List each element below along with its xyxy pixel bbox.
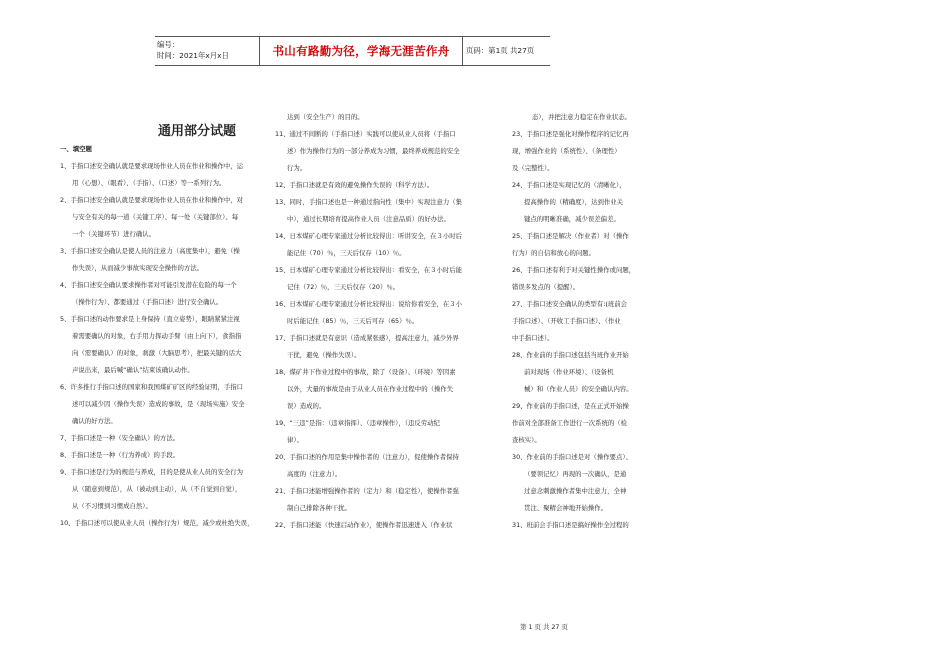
text-line: 3、手指口述安全确认是使人员的注意力（高度集中），避免（操 bbox=[60, 247, 240, 255]
text-line: 6、许多推行手指口述的国家和我国煤矿矿区的经验证明，手指口 bbox=[60, 383, 244, 391]
text-line: 提高操作的（精确度），达到作业关 bbox=[524, 198, 624, 206]
header-slogan: 书山有路勤为径，学海无涯苦作舟 bbox=[272, 44, 450, 58]
page-footer: 第 1 页 共 27 页 bbox=[520, 623, 568, 631]
text-line: 28、作业前的手指口述包括当班作业开始 bbox=[512, 351, 629, 359]
text-line: 记住（72）％，三天后仅存（20）％。 bbox=[287, 283, 400, 291]
text-line: 2、手指口述安全确认就是要求现场作业人员在作业和操作中，对 bbox=[60, 196, 244, 204]
text-line: 中），通过长期培育提高作业人员（注意品质）的好办法。 bbox=[287, 215, 450, 223]
document-title: 通用部分试题 bbox=[158, 124, 237, 139]
text-line: 述可以减少因（操作失误）造成的事故，是（现场实施）安全 bbox=[72, 400, 245, 408]
text-line: 查核实）。 bbox=[512, 436, 541, 444]
text-line: 13、同时，手指口述也是一种通过指向性（集中）实现注意力（集 bbox=[275, 198, 463, 206]
text-line: 贯注、聚精会神地开始操作。 bbox=[524, 504, 608, 512]
header-page-label: 页码：第1页 共27页 bbox=[466, 46, 535, 55]
section-heading: 一、填空题 bbox=[60, 145, 92, 153]
text-line: 用（心想）、（眼看）、（手指）、（口述）等一系列行为。 bbox=[72, 179, 226, 187]
text-line: 中手指口述）。 bbox=[512, 334, 554, 342]
text-line: 10、手指口述可以使从业人员（操作行为）规范，减少或杜绝失误， bbox=[60, 519, 254, 527]
text-line: 22、手指口述能（快速启动作业），使操作者迅速进入（作业状 bbox=[275, 521, 453, 529]
text-line: 4、手指口述安全确认要求操作者对可能引发潜在危险的每一个 bbox=[60, 281, 237, 289]
text-column-right bbox=[512, 109, 635, 534]
text-line: 向（需要确认）的对象，刹激（大脑思考），把最关键的话大 bbox=[72, 349, 242, 357]
text-line: 16、日本煤矿心理专家通过分析比较得出：说给你看安全，在３小 bbox=[275, 300, 463, 308]
number-label: 编号： bbox=[157, 40, 180, 49]
text-line: 8、手指口述是一种（行为养成）的手段。 bbox=[60, 451, 180, 459]
text-line: 30、作业前的手指口述是对（操作要点）、 bbox=[512, 453, 632, 461]
text-line: 手指口述）、（开收工手指口述）、（作业 bbox=[512, 317, 621, 325]
text-line: 声说出来，最后喊“确认”结束该确认动作。 bbox=[72, 366, 194, 374]
text-line: （要领记忆）再现的一次确认，是通 bbox=[524, 470, 627, 478]
time-label: 时间：2021年x月x日 bbox=[157, 51, 229, 60]
header-divider bbox=[462, 37, 463, 65]
text-line: 行为。 bbox=[287, 164, 307, 172]
text-line: 与安全有关的每一道（关键工序）、每一处（关键部位）、每 bbox=[72, 213, 239, 221]
text-line: 7、手指口述是一种（安全确认）的方法。 bbox=[60, 434, 180, 442]
text-line: 9、手指口述是行为的规范与养成，目的是使从业人员的安全行为 bbox=[60, 468, 244, 476]
text-line: 确认的好方法。 bbox=[72, 417, 117, 425]
text-line: 15、日本煤矿心理专家通过分析比较得出：看安全，在３小时后能 bbox=[275, 266, 463, 274]
text-line: 19、“三违”是指：（违章指挥）、（违章操作），（违反劳动纪 bbox=[275, 419, 440, 427]
text-line: 从（不习惯到习惯成自然）。 bbox=[72, 502, 152, 510]
header-divider bbox=[259, 37, 260, 65]
text-line: 律）。 bbox=[287, 436, 303, 444]
text-line: 及（完整性）。 bbox=[512, 164, 554, 172]
text-line: 17、手指口述就是有意识（造成紧张感），提高注意力，减少外界 bbox=[275, 334, 459, 342]
text-line: 错误多发点的（提醒）。 bbox=[512, 283, 580, 291]
text-line: 高度的（注意力）。 bbox=[287, 470, 342, 478]
text-column-middle bbox=[275, 109, 462, 534]
text-line: 20、手指口述的作用是集中操作者的（注意力），促使操作者保持 bbox=[275, 453, 459, 461]
text-line: 达到（安全生产）的目的。 bbox=[287, 113, 364, 121]
text-line: 干扰，避免（操作失误）。 bbox=[287, 351, 361, 359]
text-line: 以外，大量的事故是由于从业人员在作业过程中的（操作失 bbox=[287, 385, 454, 393]
text-line: 作失误），从而减少事故实现安全操作的方法。 bbox=[72, 264, 204, 272]
text-line: （操作行为）、都要通过（手指口述）进行安全确认。 bbox=[72, 298, 223, 306]
text-line: 21、手指口述能增强操作者的（定力）和（稳定性），使操作者强 bbox=[275, 487, 459, 495]
text-line: 25、手指口述是解决（作业者）对（操作 bbox=[512, 232, 629, 240]
text-line: 31、班前会手指口述是搞好操作全过程的 bbox=[512, 521, 629, 529]
text-line: 能记住（70）％，三天后仅存（10）％。 bbox=[287, 249, 406, 257]
text-line: 键点的明晰准确，减少误差偏差。 bbox=[524, 215, 620, 223]
text-line: 11、通过不间断的（手指口述）实践可以使从业人员将（手指口 bbox=[275, 130, 456, 138]
text-line: 从（随意到规范），从（被动到主动），从（不自觉到自觉）， bbox=[72, 485, 242, 493]
text-line: 态），并把注意力稳定在作业状态。 bbox=[532, 113, 632, 121]
header-meta bbox=[157, 39, 257, 61]
text-line: 23、手指口述是强化对操作程序的记忆再 bbox=[512, 130, 629, 138]
text-line: 误）造成的。 bbox=[287, 402, 326, 410]
text-line: 过意念刺激操作者集中注意力，全神 bbox=[524, 487, 627, 495]
text-line: 12、手指口述就是有效的避免操作失误的（科学方法）。 bbox=[275, 181, 434, 189]
text-line: 26、手指口述有利于对关键性操作或问题， bbox=[512, 266, 636, 274]
text-line: 14、日本煤矿心理专家通过分析比较得出：听讲安全，在３小时后 bbox=[275, 232, 463, 240]
text-line: 行为）的自信和放心的问题。 bbox=[512, 249, 596, 257]
text-line: 5、手指口述的动作要求是上身保持（直立姿势），眼睛紧紧注视 bbox=[60, 315, 240, 323]
text-line: 27、手指口述安全确认的类型有:(班前会 bbox=[512, 300, 628, 308]
text-line: 一个（关键环节）进行确认。 bbox=[72, 230, 156, 238]
text-line: 着需要确认的对象，右手用力挥动手臂（由上向下），食指指 bbox=[72, 332, 242, 340]
text-column-left bbox=[60, 141, 253, 532]
text-line: 械）和（作业人员）的安全确认内容。 bbox=[524, 385, 633, 393]
text-line: 制自己排除各种干扰。 bbox=[287, 504, 351, 512]
text-line: 前对现场（作业环境）、（设备机 bbox=[524, 368, 614, 376]
text-line: 24、手指口述是实现记忆的（清晰化）， bbox=[512, 181, 626, 189]
text-line: 时后能记住（85）％，三天后可存（65）％。 bbox=[287, 317, 419, 325]
text-line: 述）作为操作行为的一部分养成为习惯，最终养成规范的安全 bbox=[287, 147, 460, 155]
text-line: 现，增强作业的（系统性）、（条理性） bbox=[512, 147, 621, 155]
page-header bbox=[155, 36, 550, 66]
text-line: 29、作业前的手指口述，是在正式开始操 bbox=[512, 402, 629, 410]
text-line: 作前对全部准备工作进行一次系统的（检 bbox=[512, 419, 628, 427]
text-line: 1、手指口述安全确认就是要求现场作业人员在作业和操作中，运 bbox=[60, 162, 244, 170]
text-line: 18、煤矿井下作业过程中的事故，除了（设备）、（环境）等因素 bbox=[275, 368, 456, 376]
